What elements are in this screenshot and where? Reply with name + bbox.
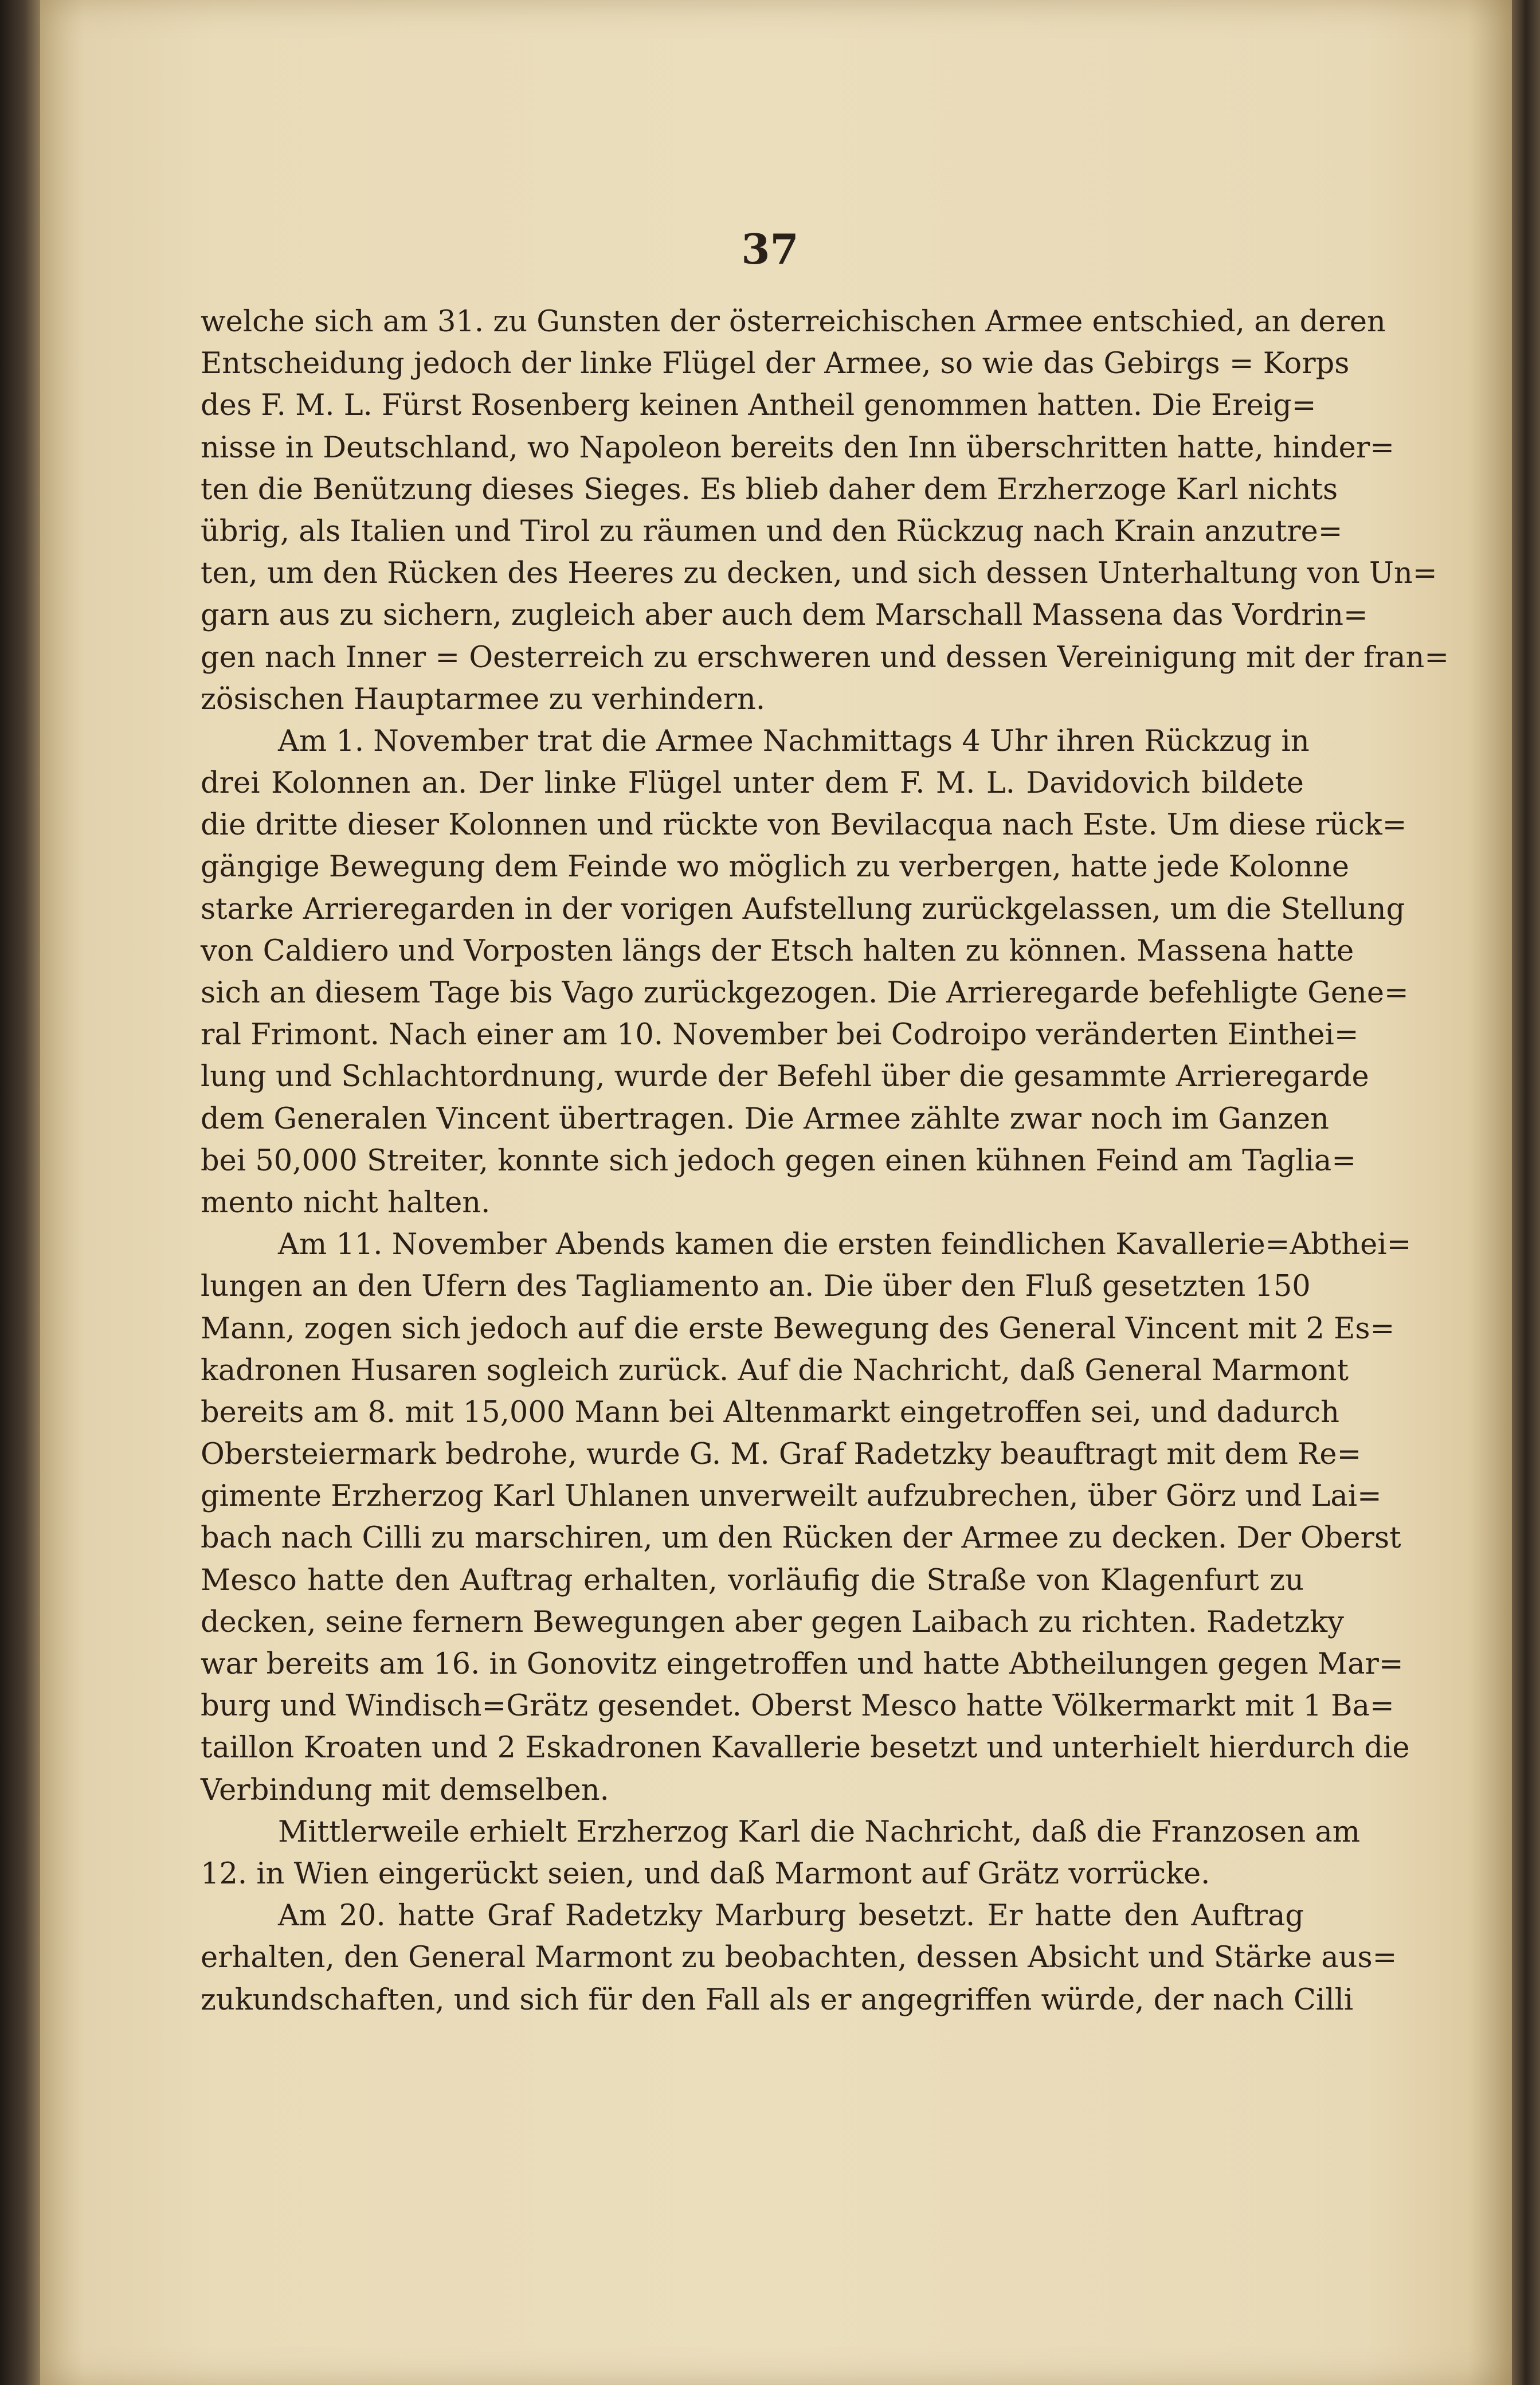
text-line: ten die Benützung dieses Sieges. Es blieb daher dem Erzherzoge Karl nichts [201,472,1338,507]
text-line: dem Generalen Vincent übertragen. Die Armee zählte zwar noch im Ganzen [201,1102,1330,1136]
text-line: mento nicht halten. [201,1185,491,1220]
text-line: 12. in Wien eingerückt seien, und daß Marmont auf Grätz vorrücke. [201,1857,1210,1891]
text-line: lungen an den Ufern des Tagliamento an. Die über den Fluß gesetzten 150 [201,1270,1311,1304]
text-line: gimente Erzherzog Karl Uhlanen unverweilt aufzubrechen, über Görz und Lai= [201,1479,1382,1514]
text-line: die dritte dieser Kolonnen und rückte von Bevilacqua nach Este. Um diese rück= [201,808,1407,843]
text-line: Obersteiermark bedrohe, wurde G. M. Graf Radetzky beauftragt mit dem Re= [201,1438,1362,1472]
text-line: Verbindung mit demselben. [201,1773,609,1807]
text-line: Mesco hatte den Auftrag erhalten, vorläufig die Straße von Klagenfurt zu [201,1563,1304,1597]
paragraph-start-line: Am 11. November Abends kamen die ersten feindlichen Kavallerie=Abthei= [278,1228,1412,1262]
text-line: burg und Windisch=Grätz gesendet. Oberst Mesco hatte Völkermarkt mit 1 Ba= [201,1689,1394,1724]
text-line: taillon Kroaten und 2 Eskadronen Kavallerie besetzt und unterhielt hierdurch die [201,1731,1410,1765]
text-line: zukundschaften, und sich für den Fall als er angegriffen würde, der nach Cilli [201,1983,1354,2017]
text-line: bei 50,000 Streiter, konnte sich jedoch gegen einen kühnen Feind am Taglia= [201,1143,1357,1178]
text-line: ral Frimont. Nach einer am 10. November bei Codroipo veränderten Einthei= [201,1018,1359,1052]
text-line: zösischen Hauptarmee zu verhindern. [201,682,766,716]
book-spine-edge [0,0,40,2385]
page-fore-edge [1512,0,1540,2385]
text-line: Mann, zogen sich jedoch auf die erste Bewegung des General Vincent mit 2 Es= [201,1311,1395,1346]
paragraph-start-line: Am 20. hatte Graf Radetzky Marburg besetzt. Er hatte den Auftrag [278,1899,1304,1933]
text-line: bach nach Cilli zu marschiren, um den Rücken der Armee zu decken. Der Oberst [201,1521,1401,1556]
text-line: erhalten, den General Marmont zu beobachten, dessen Absicht und Stärke aus= [201,1941,1397,1975]
text-line: gen nach Inner = Oesterreich zu erschweren und dessen Vereinigung mit der fran= [201,640,1449,675]
paragraph-start-line: Mittlerweile erhielt Erzherzog Karl die Nachricht, daß die Franzosen am [278,1815,1361,1849]
paragraph-start-line: Am 1. November trat die Armee Nachmittags 4 Uhr ihren Rückzug in [278,724,1310,758]
text-line: garn aus zu sichern, zugleich aber auch dem Marschall Massena das Vordrin= [201,598,1368,633]
text-line: nisse in Deutschland, wo Napoleon bereits den Inn überschritten hatte, hinder= [201,430,1394,465]
text-line: gängige Bewegung dem Feinde wo möglich zu verbergen, hatte jede Kolonne [201,850,1350,884]
text-line: von Caldiero und Vorposten längs der Etsch halten zu können. Massena hatte [201,934,1354,968]
page-number: 37 [741,225,799,273]
text-line: starke Arrieregarden in der vorigen Aufstellung zurückgelassen, um die Stellung [201,892,1405,926]
text-line: kadronen Husaren sogleich zurück. Auf die Nachricht, daß General Marmont [201,1353,1349,1388]
text-line: sich an diesem Tage bis Vago zurückgezogen. Die Arrieregarde befehligte Gene= [201,976,1409,1010]
text-line: übrig, als Italien und Tirol zu räumen und den Rückzug nach Krain anzutre= [201,514,1343,549]
text-line: bereits am 8. mit 15,000 Mann bei Altenmarkt eingetroffen sei, und dadurch [201,1395,1339,1430]
text-line: decken, seine fernern Bewegungen aber gegen Laibach zu richten. Radetzky [201,1605,1344,1639]
body-text [201,301,1449,2021]
text-line: war bereits am 16. in Gonovitz eingetroffen und hatte Abtheilungen gegen Mar= [201,1647,1404,1681]
text-line: Entscheidung jedoch der linke Flügel der Armee, so wie das Gebirgs = Korps [201,347,1350,381]
text-line: welche sich am 31. zu Gunsten der österreichischen Armee entschied, an deren [201,305,1386,339]
text-line: drei Kolonnen an. Der linke Flügel unter dem F. M. L. Davidovich bildete [201,766,1304,801]
text-line: des F. M. L. Fürst Rosenberg keinen Antheil genommen hatten. Die Ereig= [201,389,1316,423]
text-line: ten, um den Rücken des Heeres zu decken, und sich dessen Unterhaltung von Un= [201,557,1437,591]
text-line: lung und Schlachtordnung, wurde der Befehl über die gesammte Arrieregarde [201,1060,1369,1094]
